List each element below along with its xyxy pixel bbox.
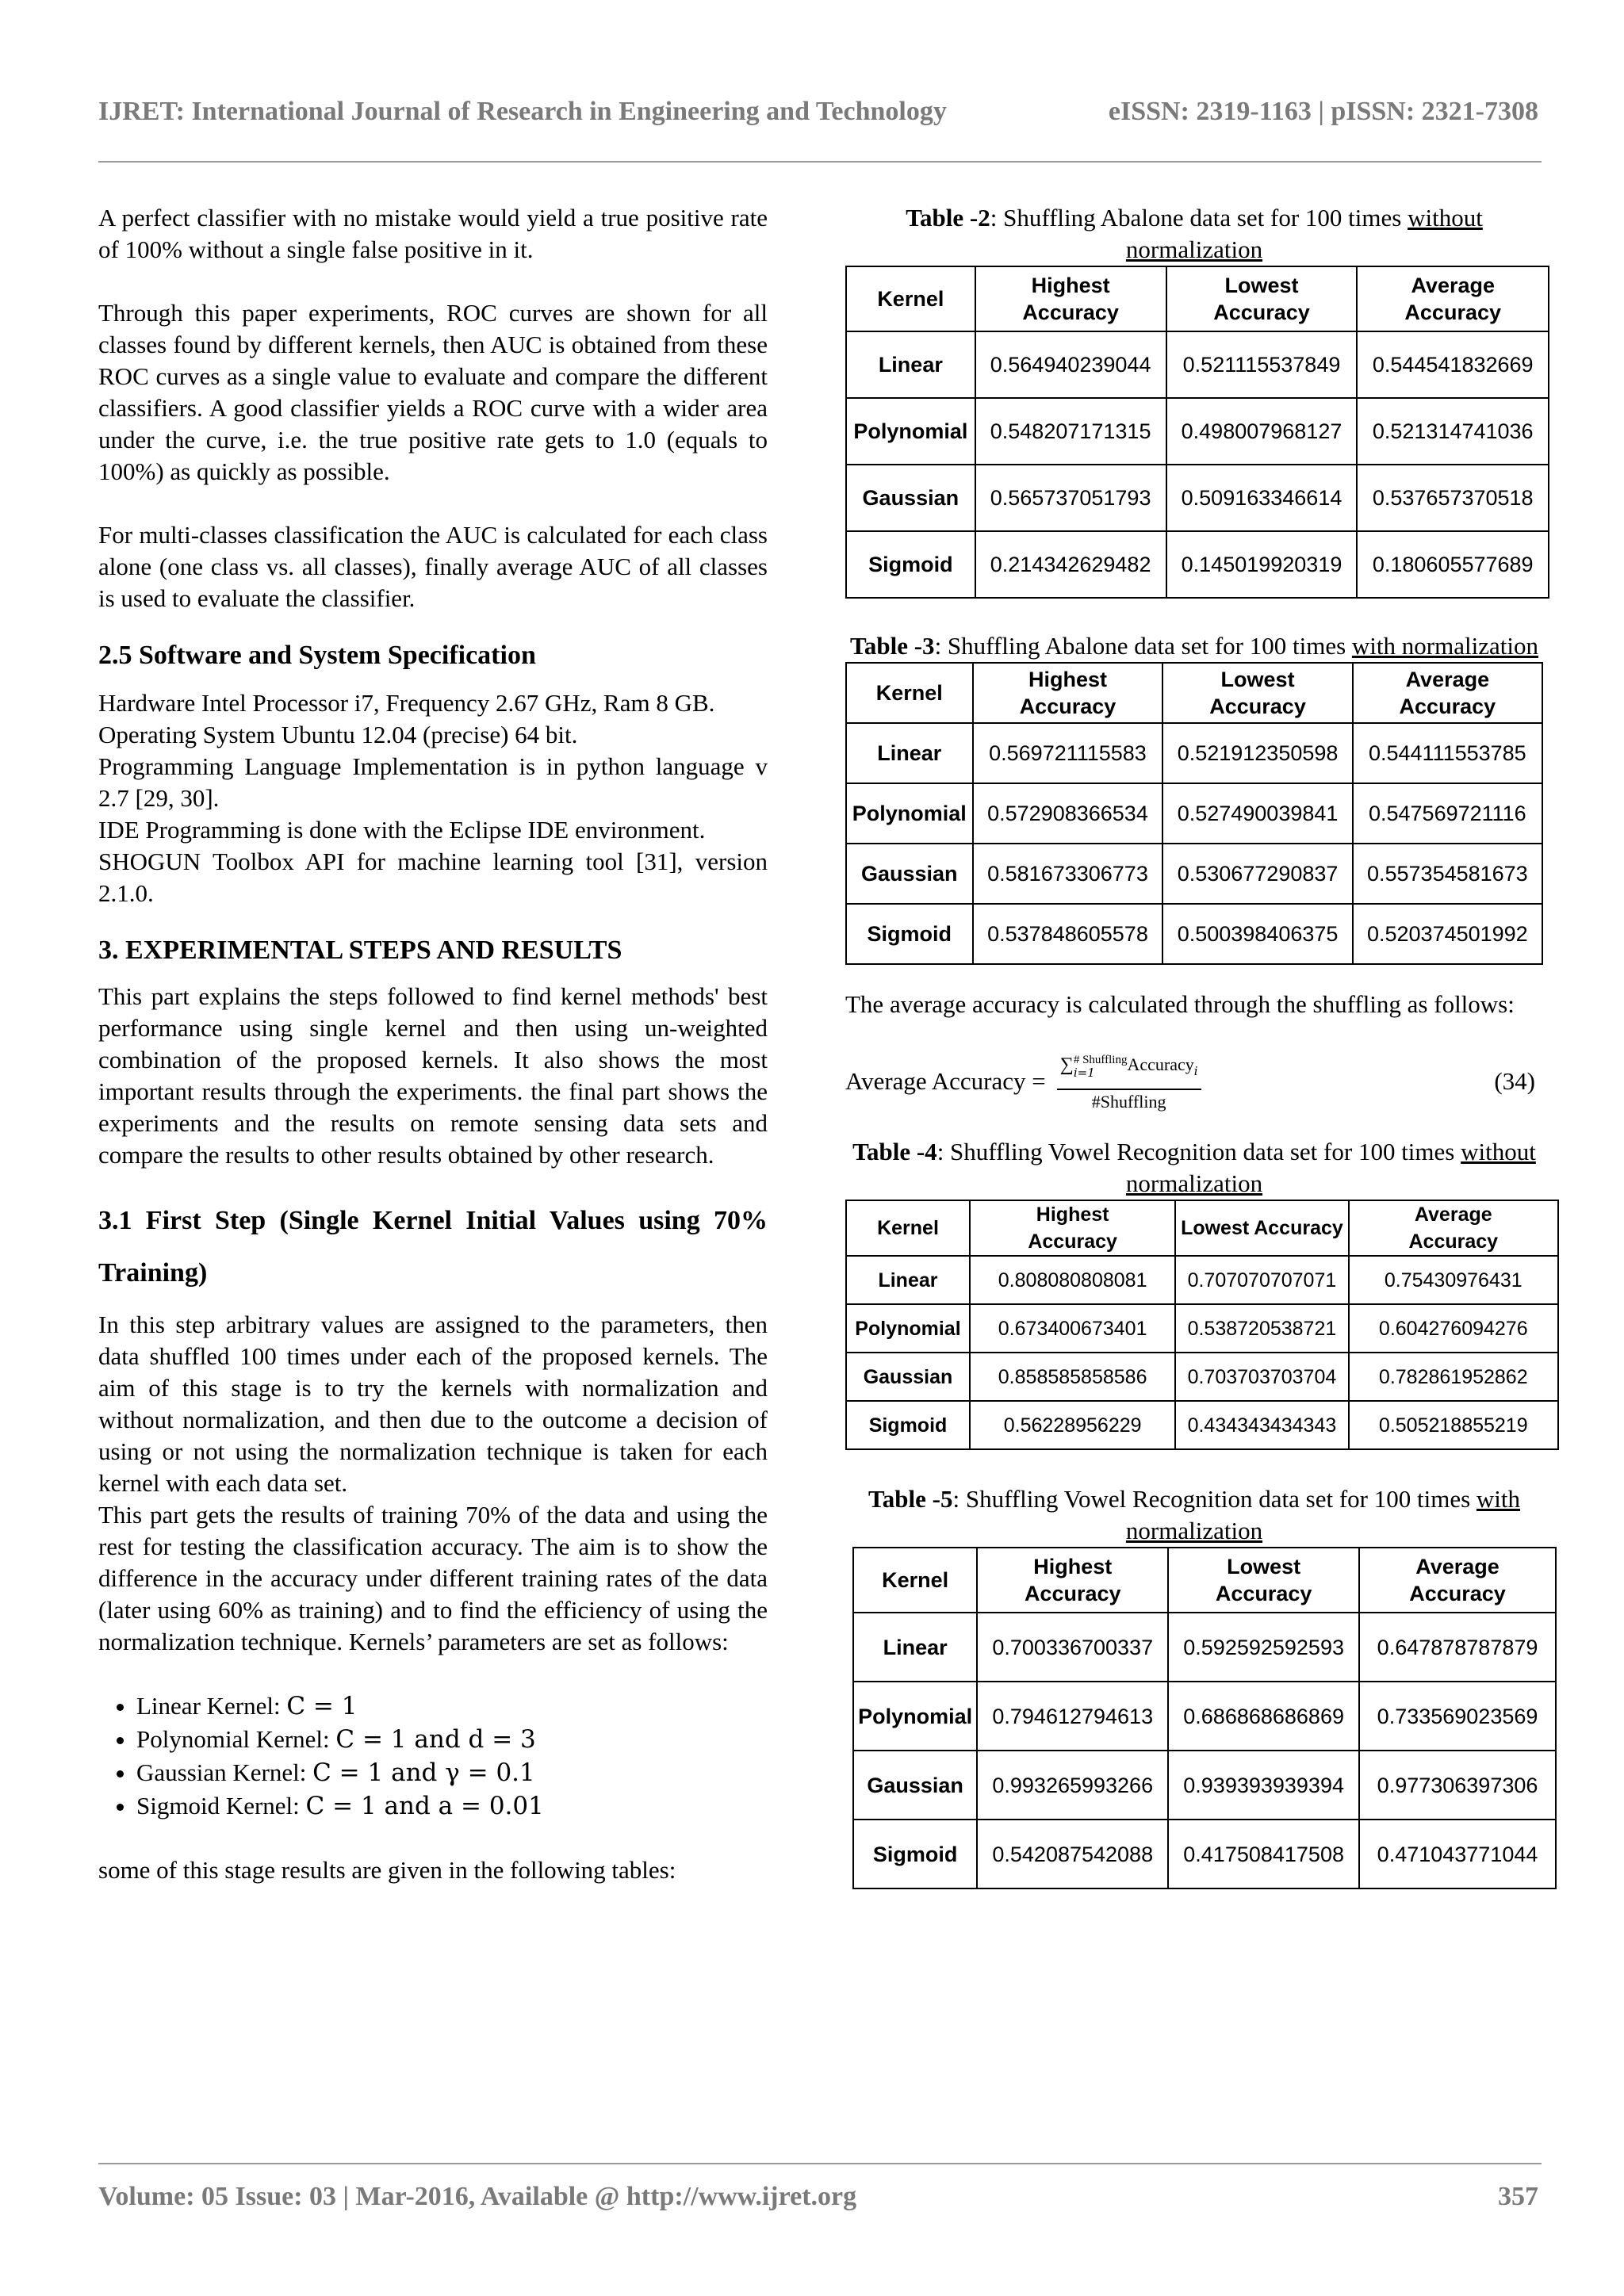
- page-number: 357: [1498, 2182, 1538, 2211]
- value-cell: 0.537848605578: [973, 904, 1163, 964]
- value-cell: 0.647878787879: [1359, 1613, 1556, 1682]
- value-cell: 0.581673306773: [973, 844, 1163, 904]
- value-cell: 0.547569721116: [1353, 783, 1542, 844]
- value-cell: 0.858585858586: [970, 1353, 1175, 1401]
- value-cell: 0.542087542088: [977, 1820, 1168, 1888]
- table-header-cell: Highest Accuracy: [973, 663, 1163, 723]
- table-header-cell: Kernel: [853, 1548, 977, 1613]
- section-heading-3: 3. EXPERIMENTAL STEPS AND RESULTS: [98, 936, 622, 965]
- table-4-caption: Table -4: Shuffling Vowel Recognition data set for 100 times without normalization: [852, 1138, 1536, 1197]
- table-row: [846, 723, 1542, 783]
- page-footer: [98, 2182, 1538, 2212]
- left-column: [98, 202, 768, 1886]
- table-header-cell: Average Accuracy: [1357, 266, 1549, 331]
- value-cell: 0.700336700337: [977, 1613, 1168, 1682]
- value-cell: 0.794612794613: [977, 1682, 1168, 1751]
- table-row: [853, 1751, 1556, 1820]
- table-5: [852, 1547, 1557, 1889]
- value-cell: 0.548207171315: [975, 398, 1166, 465]
- journal-title: IJRET: International Journal of Research in Engineering and Technology: [98, 97, 947, 126]
- value-cell: 0.520374501992: [1353, 904, 1542, 964]
- value-cell: 0.544111553785: [1353, 723, 1542, 783]
- value-cell: 0.703703703704: [1175, 1353, 1348, 1401]
- footer-divider: [98, 2163, 1542, 2164]
- value-cell: 0.592592592593: [1168, 1613, 1359, 1682]
- table-row: [846, 465, 1549, 531]
- value-cell: 0.544541832669: [1357, 331, 1549, 398]
- table-header-cell: Kernel: [846, 663, 973, 723]
- kernel-cell: Linear: [846, 723, 973, 783]
- value-cell: 0.180605577689: [1357, 531, 1549, 598]
- table-2-caption: Table -2: Shuffling Abalone data set for 100 times without normalization: [906, 204, 1483, 263]
- kernel-cell: Sigmoid: [846, 531, 975, 598]
- table-row: [853, 1682, 1556, 1751]
- table-header-cell: Highest Accuracy: [975, 266, 1166, 331]
- value-cell: 0.604276094276: [1349, 1304, 1558, 1353]
- table-row: [846, 1256, 1558, 1304]
- value-cell: 0.537657370518: [1357, 465, 1549, 531]
- section-heading-2-5: 2.5 Software and System Specification: [98, 641, 536, 670]
- value-cell: 0.977306397306: [1359, 1751, 1556, 1820]
- value-cell: 0.808080808081: [970, 1256, 1175, 1304]
- equation-numerator: ∑ # Shuffling i=1 Accuracy$_i$: [1057, 1049, 1201, 1090]
- value-cell: 0.75430976431: [1349, 1256, 1558, 1304]
- paragraph: In this step arbitrary values are assigned to the parameters, then data shuffled 100 times under each of the proposed kernels. The aim of this stage is to try the kernels with normalization and without normalization, and then due to the outcome a decision of using or not using the normalization technique is taken for each kernel with each data set.: [98, 1311, 768, 1497]
- value-cell: 0.993265993266: [977, 1751, 1168, 1820]
- value-cell: 0.564940239044: [975, 331, 1166, 398]
- value-cell: 0.530677290837: [1162, 844, 1352, 904]
- table-2: [845, 266, 1549, 599]
- volume-info: Volume: 05 Issue: 03 | Mar-2016, Available @ http://www.ijret.org: [98, 2182, 857, 2211]
- equation-denominator: #Shuffling: [1091, 1091, 1166, 1112]
- table-row: [846, 1353, 1558, 1401]
- value-cell: 0.707070707071: [1175, 1256, 1348, 1304]
- table-row: [846, 398, 1549, 465]
- value-cell: 0.214342629482: [975, 531, 1166, 598]
- value-cell: 0.782861952862: [1349, 1353, 1558, 1401]
- value-cell: 0.521912350598: [1162, 723, 1352, 783]
- table-row: [846, 1401, 1558, 1449]
- table-header-cell: Lowest Accuracy: [1166, 266, 1358, 331]
- value-cell: 0.505218855219: [1349, 1401, 1558, 1449]
- list-item: • Gaussian Kernel: C = 1 and γ = 0.1: [136, 1756, 768, 1789]
- kernel-cell: Gaussian: [846, 1353, 970, 1401]
- equation-lhs: Average Accuracy =: [845, 1067, 1046, 1095]
- value-cell: 0.471043771044: [1359, 1820, 1556, 1888]
- kernel-parameter-list: [98, 1689, 768, 1823]
- value-cell: 0.565737051793: [975, 465, 1166, 531]
- value-cell: 0.521115537849: [1166, 331, 1358, 398]
- value-cell: 0.500398406375: [1162, 904, 1352, 964]
- table-row: [846, 844, 1542, 904]
- value-cell: 0.498007968127: [1166, 398, 1358, 465]
- table-header-cell: Kernel: [846, 1200, 970, 1256]
- value-cell: 0.509163346614: [1166, 465, 1358, 531]
- equation-fraction: [1057, 1049, 1201, 1114]
- table-row: [846, 904, 1542, 964]
- value-cell: 0.733569023569: [1359, 1682, 1556, 1751]
- value-cell: 0.569721115583: [973, 723, 1163, 783]
- value-cell: 0.521314741036: [1357, 398, 1549, 465]
- paragraph: Through this paper experiments, ROC curves are shown for all classes found by different kernels, then AUC is obtained from these ROC curves as a single value to evaluate and compare the different classifiers. A good classifier yields a ROC curve with a wider area under the curve, i.e. the true positive rate gets to 1.0 (equals to 100%) as quickly as possible.: [98, 299, 768, 485]
- spec-line: IDE Programming is done with the Eclipse IDE environment.: [98, 816, 706, 844]
- kernel-cell: Polynomial: [853, 1682, 977, 1751]
- paragraph: A perfect classifier with no mistake would yield a true positive rate of 100% without a single false positive in it.: [98, 204, 768, 263]
- value-cell: 0.686868686869: [1168, 1682, 1359, 1751]
- kernel-cell: Sigmoid: [853, 1820, 977, 1888]
- paragraph: This part explains the steps followed to find kernel methods' best performance using single kernel and then using un-weighted combination of the proposed kernels. It also shows the most important results through the experiments. the final part shows the experiments and the results on remote sensing data sets and compare the results to other results obtained by other research.: [98, 982, 768, 1169]
- table-3-caption: Table -3: Shuffling Abalone data set for 100 times with normalization: [850, 632, 1538, 660]
- value-cell: 0.417508417508: [1168, 1820, 1359, 1888]
- table-header-cell: Lowest Accuracy: [1162, 663, 1352, 723]
- value-cell: 0.557354581673: [1353, 844, 1542, 904]
- paragraph: The average accuracy is calculated through the shuffling as follows:: [845, 990, 1515, 1018]
- list-item: • Polynomial Kernel: C = 1 and d = 3: [136, 1723, 768, 1756]
- table-3: [845, 662, 1543, 965]
- value-cell: 0.939393939394: [1168, 1751, 1359, 1820]
- list-item: • Sigmoid Kernel: C = 1 and a = 0.01: [136, 1789, 768, 1823]
- section-heading-3-1: 3.1 First Step (Single Kernel Initial Values using 70% Training): [98, 1206, 768, 1288]
- kernel-cell: Polynomial: [846, 783, 973, 844]
- equation-34: [845, 1046, 1543, 1117]
- kernel-cell: Gaussian: [846, 465, 975, 531]
- table-row: [846, 783, 1542, 844]
- value-cell: 0.673400673401: [970, 1304, 1175, 1353]
- table-row: [853, 1613, 1556, 1682]
- kernel-cell: Linear: [846, 331, 975, 398]
- table-header-cell: Average Accuracy: [1349, 1200, 1558, 1256]
- table-header-cell: Lowest Accuracy: [1175, 1200, 1348, 1256]
- kernel-cell: Linear: [846, 1256, 970, 1304]
- value-cell: 0.572908366534: [973, 783, 1163, 844]
- table-row: [846, 531, 1549, 598]
- equation-number: (34): [1494, 1067, 1535, 1095]
- value-cell: 0.538720538721: [1175, 1304, 1348, 1353]
- table-header-cell: Highest Accuracy: [977, 1548, 1168, 1613]
- kernel-cell: Polynomial: [846, 398, 975, 465]
- table-4: [845, 1200, 1559, 1450]
- page-header: [98, 97, 1538, 127]
- spec-line: Programming Language Implementation is in python language v 2.7 [29, 30].: [98, 752, 768, 812]
- table-5-caption: Table -5: Shuffling Vowel Recognition data set for 100 times with normalization: [868, 1485, 1521, 1544]
- value-cell: 0.434343434343: [1175, 1401, 1348, 1449]
- table-header-cell: Highest Accuracy: [970, 1200, 1175, 1256]
- table-row: [846, 1304, 1558, 1353]
- table-header-cell: Lowest Accuracy: [1168, 1548, 1359, 1613]
- spec-line: Operating System Ubuntu 12.04 (precise) 64 bit.: [98, 721, 578, 748]
- table-row: [853, 1820, 1556, 1888]
- paragraph: For multi-classes classification the AUC is calculated for each class alone (one class vs. all classes), finally average AUC of all classes is used to evaluate the classifier.: [98, 521, 768, 612]
- list-item: • Linear Kernel: C = 1: [136, 1689, 768, 1723]
- spec-line: Hardware Intel Processor i7, Frequency 2.67 GHz, Ram 8 GB.: [98, 689, 715, 717]
- kernel-cell: Gaussian: [846, 844, 973, 904]
- kernel-cell: Sigmoid: [846, 1401, 970, 1449]
- paragraph: some of this stage results are given in the following tables:: [98, 1856, 676, 1884]
- table-row: [846, 331, 1549, 398]
- table-header-cell: Average Accuracy: [1353, 663, 1542, 723]
- table-header-cell: Kernel: [846, 266, 975, 331]
- value-cell: 0.56228956229: [970, 1401, 1175, 1449]
- value-cell: 0.527490039841: [1162, 783, 1352, 844]
- issn: eISSN: 2319-1163 | pISSN: 2321-7308: [1108, 97, 1538, 126]
- kernel-cell: Sigmoid: [846, 904, 973, 964]
- kernel-cell: Gaussian: [853, 1751, 977, 1820]
- kernel-cell: Polynomial: [846, 1304, 970, 1353]
- paragraph: This part gets the results of training 70% of the data and using the rest for testing the classification accuracy. The aim is to show the difference in the accuracy under different training rates of the data (later using 60% as training) and to find the efficiency of using the normalization technique. Kernels’ parameters are set as follows:: [98, 1501, 768, 1655]
- kernel-cell: Linear: [853, 1613, 977, 1682]
- right-column: [845, 202, 1543, 1889]
- header-divider: [98, 161, 1542, 163]
- value-cell: 0.145019920319: [1166, 531, 1358, 598]
- spec-line: SHOGUN Toolbox API for machine learning tool [31], version 2.1.0.: [98, 848, 768, 907]
- table-header-cell: Average Accuracy: [1359, 1548, 1556, 1613]
